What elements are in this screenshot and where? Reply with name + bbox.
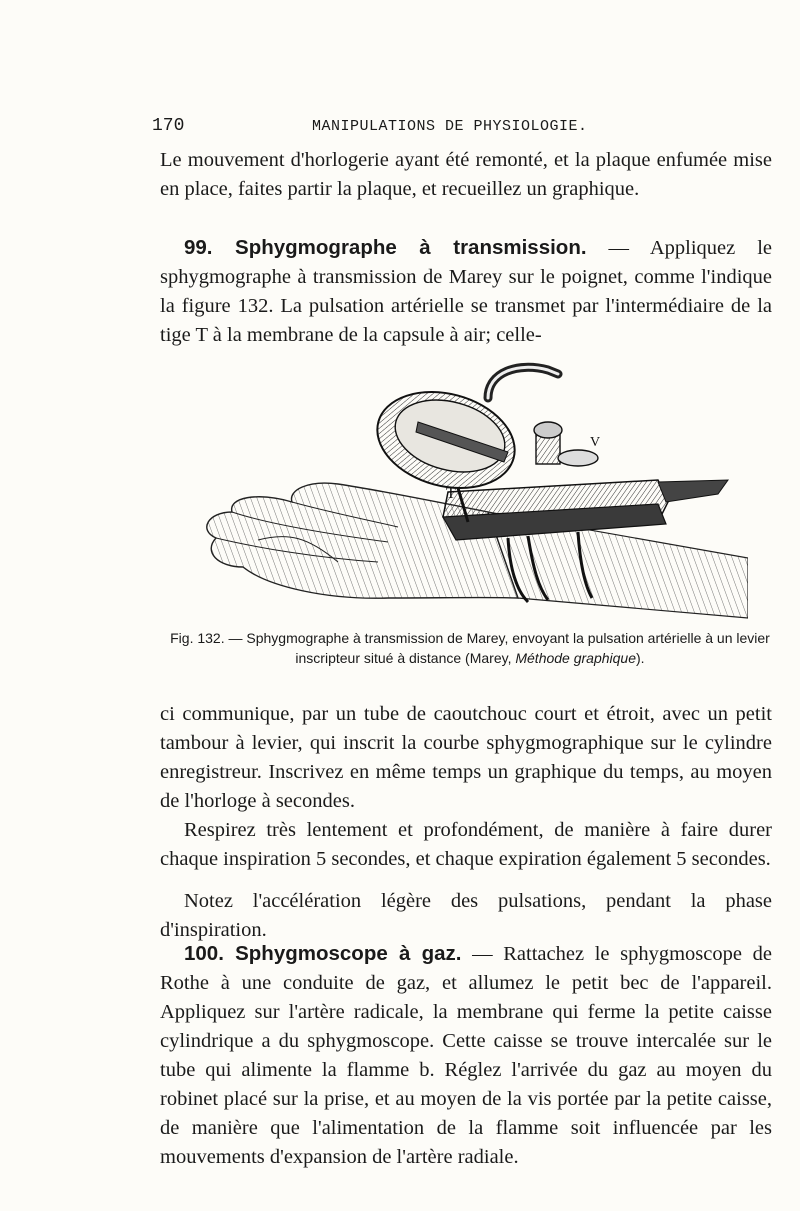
label-v: V xyxy=(590,435,601,450)
section-99-body: — Appliquez le sphygmographe à transmission de Marey sur le poignet, comme l'indique la figure 132. La pulsation artérielle se transmet par l'intermédiaire de la tige T à la membrane de la capsule à air; celle- xyxy=(160,237,773,346)
section-100-heading: 100. Sphygmoscope à gaz. xyxy=(184,942,462,965)
running-title: MANIPULATIONS DE PHYSIOLOGIE. xyxy=(312,118,588,135)
paragraph-intro: Le mouvement d'horlogerie ayant été remonté, et la plaque enfumée mise en place, faites partir la plaque, et recueillez un graphique. xyxy=(160,149,772,200)
caption-end: ). xyxy=(636,650,645,666)
figure-caption xyxy=(160,628,780,668)
paragraph-acceleration: Notez l'accélération légère des pulsations, pendant la phase d'inspiration. xyxy=(160,890,772,941)
section-100-body: — Rattachez le sphygmoscope de Rothe à une conduite de gaz, et allumez le petit bec de l'appareil. Appliquez sur l'artère radicale, la membrane qui ferme la petite caisse cylindrique a du sphygmoscope. Cette caisse se trouve intercalée sur le tube qui alimente la flamme b. Réglez l'arrivée du gaz au moyen du robinet placé sur la prise, et au moyen de la vis portée par la petite caisse, de manière que l'alimentation de la flamme soit influencée par les mouvements d'expansion de l'artère radiale. xyxy=(160,943,772,1168)
rubber-tube xyxy=(488,367,558,398)
caption-text: Fig. 132. — Sphygmographe à transmission de Marey, envoyant la pulsation artérielle à un levier inscripteur situé à distance (Marey, xyxy=(170,630,770,666)
paragraph-section-100 xyxy=(160,939,772,1172)
label-t: T xyxy=(446,485,456,502)
page-number: 170 xyxy=(152,116,185,136)
paragraph-continuation: ci communique, par un tube de caoutchouc court et étroit, avec un petit tambour à levier, qui inscrit la courbe sphygmographique sur le cylindre enregistreur. Inscrivez en même temps un graphique du temps, au moyen de l'horloge à secondes. xyxy=(160,703,772,812)
paragraph-section-99 xyxy=(160,233,772,350)
paragraph-breathing: Respirez très lentement et profondément, de manière à faire durer chaque inspiration 5 secondes, et chaque expiration également 5 secondes. xyxy=(160,819,772,870)
sphygmograph-engraving xyxy=(188,362,748,630)
page-header xyxy=(152,112,752,138)
caption-italic-title: Méthode graphique xyxy=(515,650,637,666)
figure-132-illustration xyxy=(188,362,748,630)
section-99-heading: 99. Sphygmographe à transmission. xyxy=(184,236,587,259)
